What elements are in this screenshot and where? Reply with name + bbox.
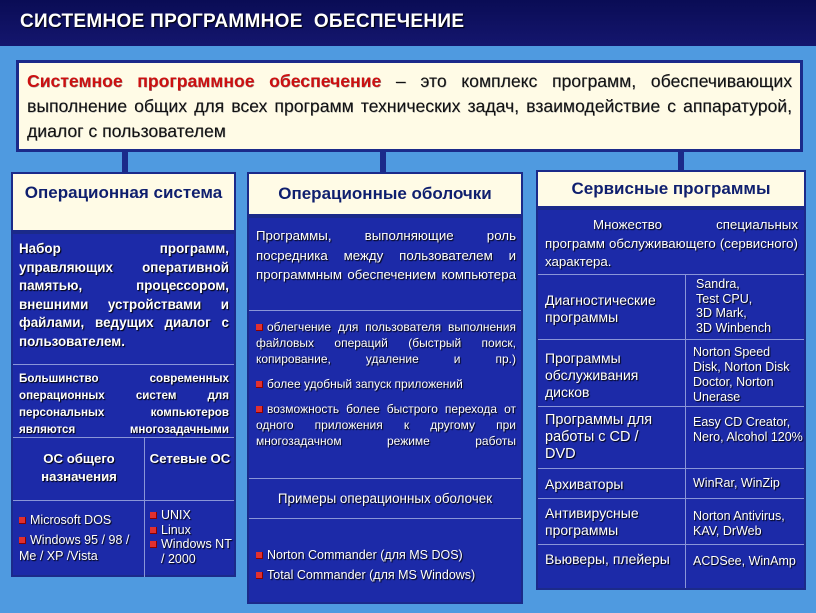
shells-feature-switch: возможность более быстрого перехода от одного приложения к другому при многозадачном режиме работы (256, 402, 516, 448)
shells-header-label: Операционные оболочки (278, 184, 492, 203)
shells-features (256, 319, 516, 449)
service-row-label: Вьюверы, плейеры (545, 551, 670, 567)
os-separator-2 (13, 437, 234, 438)
shells-separator-2 (249, 478, 521, 479)
service-description: Множество специальных программ обслуживающего (сервисного) характера. (545, 217, 798, 269)
list-item (150, 508, 234, 523)
list-item (256, 319, 516, 367)
service-row-label: Архиваторы (545, 476, 624, 492)
bullet-icon (150, 527, 157, 534)
service-column-divider (685, 274, 686, 588)
shells-panel (247, 216, 523, 604)
title-bar (0, 0, 816, 46)
page-title: СИСТЕМНОЕ ПРОГРАММНОЕ ОБЕСПЕЧЕНИЕ (20, 11, 465, 32)
list-item (256, 545, 518, 565)
service-header (536, 170, 806, 208)
os-multitask-note: Большинство современных операционных систем для персональных компьютеров являются многозадачными (19, 372, 229, 436)
bullet-icon (19, 517, 26, 524)
os-network-item-unix: UNIX (161, 508, 191, 522)
definition-text (27, 69, 792, 144)
shells-examples (256, 545, 518, 585)
os-general-list (19, 512, 141, 564)
list-item (150, 537, 234, 566)
bullet-icon (256, 406, 263, 413)
shells-header (247, 172, 523, 216)
service-row-label: Программы для работы с CD / DVD (545, 412, 653, 462)
os-header (11, 172, 236, 232)
os-separator-1 (13, 364, 234, 365)
shells-example-nc: Norton Commander (для MS DOS) (267, 548, 463, 562)
os-description: Набор программ, управляющих оперативной памятью, процессором, внешними устройствами и файлами, ведущих диалог с пользователем. (19, 241, 229, 349)
service-row-examples: Norton Speed Disk, Norton Disk Doctor, Norton Unerase (693, 345, 790, 404)
os-separator-3 (13, 500, 234, 501)
os-panel (11, 232, 236, 577)
shells-separator-3 (249, 518, 521, 519)
service-row-examples: ACDSee, WinAmp (693, 554, 796, 568)
service-row-label: Диагностические программы (545, 292, 656, 325)
list-item (19, 512, 141, 528)
service-separator-4 (538, 498, 804, 499)
shells-feature-launch: более удобный запуск приложений (267, 377, 463, 391)
os-header-label: Операционная система (24, 183, 223, 202)
service-separator-2 (538, 406, 804, 407)
bullet-icon (150, 512, 157, 519)
bullet-icon (256, 572, 263, 579)
bullet-icon (256, 552, 263, 559)
list-item (256, 565, 518, 585)
bullet-icon (256, 324, 263, 331)
os-general-header: ОС общего назначения (41, 451, 117, 484)
os-network-item-linux: Linux (161, 522, 191, 537)
service-row-label: Программы обслуживания дисков (545, 350, 639, 400)
service-separator-0 (538, 274, 804, 275)
os-general-item-windows: Windows 95 / 98 / Me / XP /Vista (19, 533, 130, 563)
shells-description: Программы, выполняющие роль посредника между пользователем и программным обеспечением компьютера (256, 228, 516, 282)
shells-feature-file-ops: облегчение для пользователя выполнения файловых операций (быстрый поиск, копирование, удаление и пр.) (256, 320, 516, 366)
list-item (256, 401, 516, 449)
list-item (150, 523, 234, 538)
service-separator-3 (538, 468, 804, 469)
definition-term: Системное программное обеспечение (27, 71, 382, 91)
definition-box (16, 60, 803, 152)
service-header-label: Сервисные программы (571, 179, 771, 198)
bullet-icon (150, 541, 157, 548)
service-panel (536, 208, 806, 590)
service-separator-5 (538, 544, 804, 545)
service-row-label: Антивирусные программы (545, 505, 639, 538)
shells-separator-1 (249, 310, 521, 311)
shells-examples-header: Примеры операционных оболочек (277, 491, 493, 506)
service-separator-1 (538, 339, 804, 340)
definition-body: – это комплекс программ, обеспечивающих выполнение общих для всех программ технических задач, взаимодействие с аппаратурой, диалог с пользователем (27, 71, 792, 141)
bullet-icon (19, 537, 26, 544)
service-row-examples: Easy CD Creator, Nero, Alcohol 120% (693, 415, 803, 444)
service-row-examples: WinRar, WinZip (693, 476, 780, 490)
shells-example-tc: Total Commander (для MS Windows) (267, 568, 476, 582)
list-item (19, 532, 141, 564)
os-network-header: Сетевые ОС (149, 451, 231, 466)
os-network-item-windows-nt: Windows NT / 2000 (161, 537, 232, 566)
os-column-divider (144, 437, 145, 577)
service-row-examples: Sandra, Test CPU, 3D Mark, 3D Winbench (696, 277, 772, 335)
os-network-list (150, 508, 234, 566)
os-general-item-dos: Microsoft DOS (30, 513, 112, 527)
bullet-icon (256, 381, 263, 388)
service-row-examples: Norton Antivirus, KAV, DrWeb (693, 509, 785, 538)
list-item (256, 376, 516, 392)
